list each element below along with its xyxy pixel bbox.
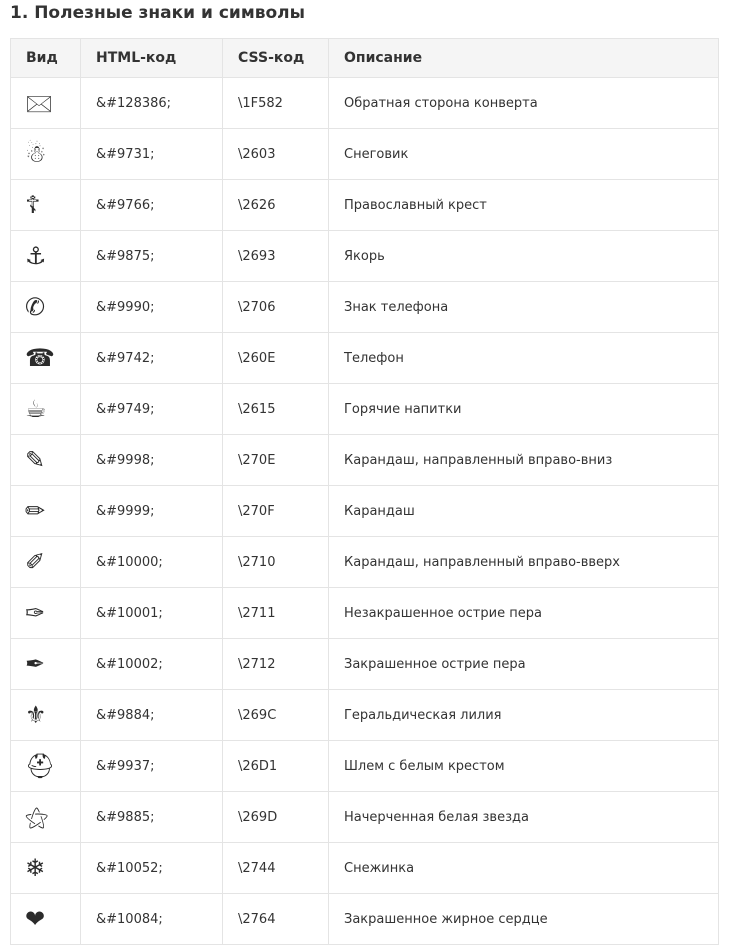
header-html-code: HTML-код xyxy=(81,39,223,78)
html-code-cell: &#10000; xyxy=(81,537,223,588)
css-code-cell: \2710 xyxy=(223,537,329,588)
telephone-sign-icon: ✆ xyxy=(11,282,81,333)
description-cell: Шлем с белым крестом xyxy=(329,741,719,792)
html-code-cell: &#128386; xyxy=(81,78,223,129)
description-cell: Обратная сторона конверта xyxy=(329,78,719,129)
css-code-cell: \2744 xyxy=(223,843,329,894)
description-cell: Якорь xyxy=(329,231,719,282)
helmet-white-cross-icon: ⛑ xyxy=(11,741,81,792)
description-cell: Карандаш, направленный вправо-вниз xyxy=(329,435,719,486)
html-code-cell: &#9731; xyxy=(81,129,223,180)
description-cell: Православный крест xyxy=(329,180,719,231)
description-cell: Знак телефона xyxy=(329,282,719,333)
table-row xyxy=(11,486,719,537)
html-code-cell: &#10002; xyxy=(81,639,223,690)
table-row xyxy=(11,129,719,180)
css-code-cell: \270F xyxy=(223,486,329,537)
pencil-down-right-icon: ✎ xyxy=(11,435,81,486)
white-nib-icon: ✑ xyxy=(11,588,81,639)
orthodox-cross-icon: ☦ xyxy=(11,180,81,231)
description-cell: Карандаш, направленный вправо-вверх xyxy=(329,537,719,588)
html-code-cell: &#10084; xyxy=(81,894,223,945)
table-body xyxy=(11,78,719,945)
telephone-icon: ☎ xyxy=(11,333,81,384)
outlined-white-star-icon: ⚝ xyxy=(11,792,81,843)
html-code-cell: &#9990; xyxy=(81,282,223,333)
table-row xyxy=(11,384,719,435)
html-code-cell: &#9749; xyxy=(81,384,223,435)
description-cell: Геральдическая лилия xyxy=(329,690,719,741)
section-heading: 1. Полезные знаки и символы xyxy=(10,3,305,23)
html-code-cell: &#9766; xyxy=(81,180,223,231)
html-code-cell: &#9999; xyxy=(81,486,223,537)
table-row xyxy=(11,282,719,333)
table-row xyxy=(11,894,719,945)
css-code-cell: \2706 xyxy=(223,282,329,333)
anchor-icon: ⚓ xyxy=(11,231,81,282)
table-row xyxy=(11,792,719,843)
description-cell: Телефон xyxy=(329,333,719,384)
symbols-table xyxy=(10,38,719,945)
snowman-icon: ☃ xyxy=(11,129,81,180)
table-header-row xyxy=(11,39,719,78)
envelope-back-icon: 🖂 xyxy=(11,78,81,129)
hot-beverage-icon: ☕ xyxy=(11,384,81,435)
html-code-cell: &#9885; xyxy=(81,792,223,843)
heavy-black-heart-icon: ❤ xyxy=(11,894,81,945)
css-code-cell: \2603 xyxy=(223,129,329,180)
html-code-cell: &#9884; xyxy=(81,690,223,741)
css-code-cell: \1F582 xyxy=(223,78,329,129)
header-description: Описание xyxy=(329,39,719,78)
table-row xyxy=(11,741,719,792)
description-cell: Закрашенное острие пера xyxy=(329,639,719,690)
description-cell: Начерченная белая звезда xyxy=(329,792,719,843)
table-row xyxy=(11,588,719,639)
table-row xyxy=(11,690,719,741)
description-cell: Карандаш xyxy=(329,486,719,537)
table-row xyxy=(11,843,719,894)
table-row xyxy=(11,639,719,690)
description-cell: Незакрашенное острие пера xyxy=(329,588,719,639)
css-code-cell: \26D1 xyxy=(223,741,329,792)
html-code-cell: &#9937; xyxy=(81,741,223,792)
table-row xyxy=(11,333,719,384)
css-code-cell: \2615 xyxy=(223,384,329,435)
css-code-cell: \2712 xyxy=(223,639,329,690)
description-cell: Закрашенное жирное сердце xyxy=(329,894,719,945)
table-row xyxy=(11,537,719,588)
html-code-cell: &#10052; xyxy=(81,843,223,894)
css-code-cell: \2626 xyxy=(223,180,329,231)
header-view: Вид xyxy=(11,39,81,78)
table-row xyxy=(11,180,719,231)
description-cell: Горячие напитки xyxy=(329,384,719,435)
css-code-cell: \2711 xyxy=(223,588,329,639)
css-code-cell: \260E xyxy=(223,333,329,384)
css-code-cell: \269D xyxy=(223,792,329,843)
pencil-icon: ✏ xyxy=(11,486,81,537)
html-code-cell: &#9998; xyxy=(81,435,223,486)
description-cell: Снеговик xyxy=(329,129,719,180)
html-code-cell: &#9875; xyxy=(81,231,223,282)
css-code-cell: \269C xyxy=(223,690,329,741)
black-nib-icon: ✒ xyxy=(11,639,81,690)
html-code-cell: &#10001; xyxy=(81,588,223,639)
css-code-cell: \2693 xyxy=(223,231,329,282)
css-code-cell: \2764 xyxy=(223,894,329,945)
snowflake-icon: ❄ xyxy=(11,843,81,894)
html-code-cell: &#9742; xyxy=(81,333,223,384)
fleur-de-lis-icon: ⚜ xyxy=(11,690,81,741)
table-row xyxy=(11,435,719,486)
css-code-cell: \270E xyxy=(223,435,329,486)
table-row xyxy=(11,78,719,129)
pencil-up-right-icon: ✐ xyxy=(11,537,81,588)
table-row xyxy=(11,231,719,282)
header-css-code: CSS-код xyxy=(223,39,329,78)
description-cell: Снежинка xyxy=(329,843,719,894)
